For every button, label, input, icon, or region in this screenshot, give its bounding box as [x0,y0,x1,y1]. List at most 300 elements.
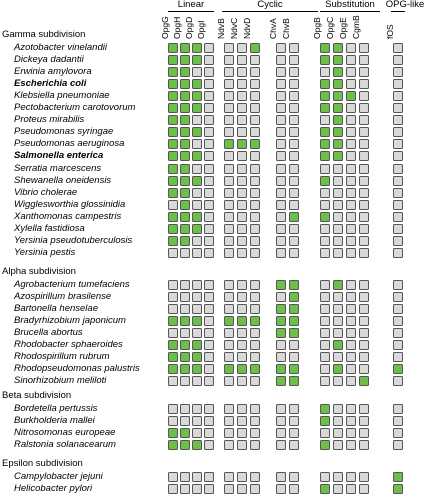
presence-cell [289,328,299,338]
presence-cell [359,340,369,350]
presence-cell [289,472,299,482]
presence-cell [237,484,247,494]
presence-cell [333,200,343,210]
presence-cell [224,43,234,53]
presence-cell [224,304,234,314]
presence-cell [204,79,214,89]
presence-cell [346,428,356,438]
presence-cell [192,316,202,326]
presence-cell [276,352,286,362]
presence-cell [180,280,190,290]
presence-cell [333,364,343,374]
presence-cell [346,127,356,137]
presence-cell [237,212,247,222]
column-header-label: OpgD [184,16,194,39]
presence-cell [204,55,214,65]
presence-cell [333,472,343,482]
presence-cell [192,139,202,149]
presence-cell [204,236,214,246]
presence-cell [359,176,369,186]
presence-cell [250,404,260,414]
presence-cell [289,316,299,326]
presence-cell [276,440,286,450]
presence-cell [289,248,299,258]
presence-cell [192,200,202,210]
presence-cell [393,67,403,77]
presence-cell [180,127,190,137]
presence-cell [237,352,247,362]
presence-cell [346,340,356,350]
presence-cell [276,316,286,326]
presence-cell [204,328,214,338]
presence-cell [168,176,178,186]
column-header-label: OpgH [172,16,182,39]
presence-cell [276,280,286,290]
presence-cell [393,328,403,338]
presence-cell [192,364,202,374]
presence-cell [204,292,214,302]
presence-cell [192,484,202,494]
presence-cell [237,248,247,258]
presence-cell [237,67,247,77]
presence-cell [276,416,286,426]
presence-cell [250,224,260,234]
presence-cell [250,164,260,174]
presence-cell [393,127,403,137]
presence-cell [237,416,247,426]
section-title: Beta subdivision [2,390,72,401]
presence-cell [237,79,247,89]
presence-cell [192,91,202,101]
presence-cell [320,364,330,374]
group-header-substitution: Substitution [325,0,375,10]
presence-cell [276,200,286,210]
presence-cell [333,328,343,338]
presence-cell [333,352,343,362]
presence-cell [192,280,202,290]
presence-cell [289,484,299,494]
presence-cell [359,416,369,426]
presence-cell [289,304,299,314]
presence-cell [204,103,214,113]
presence-cell [346,280,356,290]
presence-cell [192,340,202,350]
presence-cell [289,103,299,113]
group-header-opg-like: OPG-like [385,0,425,10]
presence-cell [192,43,202,53]
organism-label: Wigglesworthia glossinidia [14,199,126,210]
presence-cell [276,176,286,186]
organism-label: Bordetella pertussis [14,403,98,414]
presence-cell [224,224,234,234]
presence-cell [276,364,286,374]
presence-cell [237,115,247,125]
column-header-label: NdvB [216,18,226,39]
organism-label: Burkholderia mallei [14,415,95,426]
presence-cell [289,440,299,450]
presence-cell [289,91,299,101]
presence-cell [237,304,247,314]
presence-cell [168,91,178,101]
presence-cell [289,364,299,374]
presence-cell [359,127,369,137]
presence-cell [224,404,234,414]
presence-cell [393,340,403,350]
presence-cell [333,164,343,174]
organism-label: Nitrosomonas europeae [14,427,116,438]
organism-label: Sinorhizobium meliloti [14,375,107,386]
column-header-label: OpgE [338,17,348,39]
organism-label: Shewanella oneidensis [14,175,112,186]
presence-cell [346,200,356,210]
presence-cell [393,200,403,210]
presence-cell [320,115,330,125]
presence-cell [192,79,202,89]
presence-cell [289,236,299,246]
presence-cell [237,151,247,161]
presence-cell [204,43,214,53]
presence-cell [237,328,247,338]
presence-cell [224,127,234,137]
presence-cell [393,428,403,438]
presence-cell [204,188,214,198]
presence-cell [276,472,286,482]
presence-cell [168,416,178,426]
presence-cell [204,404,214,414]
presence-cell [237,55,247,65]
presence-cell [320,139,330,149]
presence-cell [320,188,330,198]
presence-cell [320,127,330,137]
presence-cell [180,164,190,174]
organism-label: Bartonella henselae [14,303,98,314]
presence-cell [359,428,369,438]
organism-label: Brucella abortus [14,327,83,338]
presence-cell [393,151,403,161]
presence-cell [224,364,234,374]
presence-cell [333,484,343,494]
presence-cell [276,79,286,89]
presence-cell [180,67,190,77]
presence-cell [224,176,234,186]
presence-cell [168,472,178,482]
organism-label: Ralstonia solanacearum [14,439,116,450]
organism-label: Pseudomonas aeruginosa [14,138,125,149]
presence-cell [333,176,343,186]
presence-cell [224,164,234,174]
presence-cell [204,416,214,426]
presence-cell [237,224,247,234]
presence-cell [192,376,202,386]
presence-cell [192,236,202,246]
presence-cell [192,428,202,438]
presence-cell [180,224,190,234]
presence-cell [333,127,343,137]
presence-cell [359,79,369,89]
presence-cell [250,304,260,314]
presence-cell [320,428,330,438]
presence-cell [333,139,343,149]
presence-cell [359,91,369,101]
presence-cell [180,328,190,338]
presence-cell [250,328,260,338]
presence-cell [276,127,286,137]
presence-cell [346,248,356,258]
presence-cell [276,55,286,65]
presence-cell [180,292,190,302]
presence-cell [289,79,299,89]
presence-cell [168,79,178,89]
presence-cell [168,428,178,438]
presence-cell [250,103,260,113]
presence-cell [346,292,356,302]
presence-cell [359,280,369,290]
presence-cell [289,164,299,174]
presence-cell [180,200,190,210]
presence-cell [168,280,178,290]
presence-cell [224,484,234,494]
presence-cell [168,200,178,210]
presence-cell [276,164,286,174]
presence-cell [204,280,214,290]
presence-cell [320,340,330,350]
presence-cell [224,67,234,77]
presence-cell [224,55,234,65]
presence-cell [359,440,369,450]
presence-cell [276,484,286,494]
presence-cell [333,151,343,161]
presence-cell [320,103,330,113]
presence-cell [393,472,403,482]
presence-cell [168,55,178,65]
presence-cell [333,212,343,222]
presence-cell [346,236,356,246]
presence-cell [393,55,403,65]
presence-cell [180,248,190,258]
presence-cell [289,416,299,426]
presence-cell [250,79,260,89]
organism-label: Campylobacter jejuni [14,471,103,482]
presence-cell [168,224,178,234]
presence-cell [393,212,403,222]
presence-cell [289,376,299,386]
organism-label: Xylella fastidiosa [14,223,85,234]
section-title: Alpha subdivision [2,266,76,277]
presence-cell [237,236,247,246]
presence-cell [192,472,202,482]
presence-cell [320,43,330,53]
presence-cell [346,376,356,386]
presence-cell [276,236,286,246]
presence-cell [237,188,247,198]
column-header-label: OpgI [196,20,206,39]
presence-cell [180,340,190,350]
presence-cell [204,364,214,374]
presence-cell [289,188,299,198]
presence-cell [276,404,286,414]
presence-cell [393,248,403,258]
presence-cell [393,364,403,374]
column-header-chvb [281,0,300,39]
presence-cell [333,55,343,65]
presence-cell [276,248,286,258]
column-header-label: fOS [385,24,395,39]
presence-cell [168,440,178,450]
presence-cell [276,67,286,77]
presence-cell [180,376,190,386]
presence-cell [224,472,234,482]
presence-cell [168,43,178,53]
presence-cell [289,200,299,210]
presence-cell [393,292,403,302]
presence-cell [289,280,299,290]
presence-cell [289,176,299,186]
presence-cell [204,67,214,77]
presence-cell [346,79,356,89]
presence-cell [168,316,178,326]
column-header-label: NdvD [242,17,252,39]
column-header-label: OpgC [325,16,335,39]
organism-label: Pseudomonas syringae [14,126,114,137]
presence-cell [224,428,234,438]
presence-cell [250,440,260,450]
presence-cell [224,200,234,210]
presence-cell [180,115,190,125]
organism-label: Salmonella enterica [14,150,104,161]
presence-cell [180,55,190,65]
column-header-cgmb [351,0,370,39]
presence-cell [204,139,214,149]
presence-cell [359,212,369,222]
presence-cell [276,43,286,53]
presence-cell [192,127,202,137]
organism-label: Serratia marcescens [14,163,102,174]
column-header-label: ChvB [281,18,291,39]
presence-cell [180,43,190,53]
presence-cell [204,352,214,362]
presence-cell [289,352,299,362]
presence-cell [237,376,247,386]
presence-cell [276,103,286,113]
presence-cell [346,176,356,186]
presence-cell [320,248,330,258]
presence-cell [168,304,178,314]
presence-cell [346,91,356,101]
group-header-cyclic: Cyclic [257,0,283,10]
presence-cell [168,236,178,246]
presence-cell [333,115,343,125]
presence-cell [204,340,214,350]
presence-cell [393,79,403,89]
column-header-label: CgmB [351,15,361,39]
presence-cell [346,328,356,338]
presence-cell [180,91,190,101]
presence-cell [168,328,178,338]
presence-cell [204,151,214,161]
presence-cell [192,55,202,65]
presence-cell [276,340,286,350]
presence-cell [359,103,369,113]
presence-cell [237,103,247,113]
presence-cell [333,292,343,302]
presence-cell [320,67,330,77]
presence-cell [359,364,369,374]
presence-cell [192,164,202,174]
organism-label: Proteus mirabilis [14,114,85,125]
presence-cell [204,115,214,125]
presence-cell [359,328,369,338]
presence-cell [276,115,286,125]
presence-cell [204,176,214,186]
presence-cell [333,340,343,350]
section-title: Epsilon subdivision [2,458,83,469]
presence-cell [289,115,299,125]
presence-cell [359,43,369,53]
organism-label: Agrobacterium tumefaciens [14,279,130,290]
presence-cell [250,188,260,198]
organism-label: Yersinia pseudotuberculosis [14,235,133,246]
organism-label: Pectobacterium carotovorum [14,102,136,113]
presence-cell [180,188,190,198]
presence-cell [180,79,190,89]
presence-cell [168,151,178,161]
presence-cell [393,91,403,101]
presence-cell [333,224,343,234]
presence-cell [224,440,234,450]
presence-cell [250,248,260,258]
presence-cell [393,484,403,494]
presence-cell [289,151,299,161]
presence-cell [359,292,369,302]
presence-cell [204,472,214,482]
presence-cell [250,340,260,350]
presence-cell [237,91,247,101]
presence-cell [393,43,403,53]
presence-cell [333,304,343,314]
presence-cell [276,188,286,198]
presence-cell [224,340,234,350]
presence-cell [393,440,403,450]
presence-cell [224,416,234,426]
presence-cell [359,224,369,234]
presence-cell [250,416,260,426]
presence-cell [250,352,260,362]
presence-cell [224,188,234,198]
presence-cell [180,472,190,482]
column-header-fos [385,0,404,39]
presence-cell [237,280,247,290]
presence-cell [359,115,369,125]
presence-cell [320,91,330,101]
presence-cell [393,280,403,290]
presence-cell [320,416,330,426]
presence-cell [333,67,343,77]
presence-cell [320,404,330,414]
presence-cell [276,212,286,222]
presence-cell [320,292,330,302]
presence-cell [320,328,330,338]
organism-label: Azotobacter vinelandii [14,42,107,53]
presence-cell [359,376,369,386]
presence-cell [393,164,403,174]
presence-cell [359,67,369,77]
presence-cell [250,292,260,302]
organism-label: Azospirillum brasilense [14,291,112,302]
presence-cell [346,224,356,234]
presence-cell [250,364,260,374]
presence-cell [346,364,356,374]
presence-cell [204,376,214,386]
